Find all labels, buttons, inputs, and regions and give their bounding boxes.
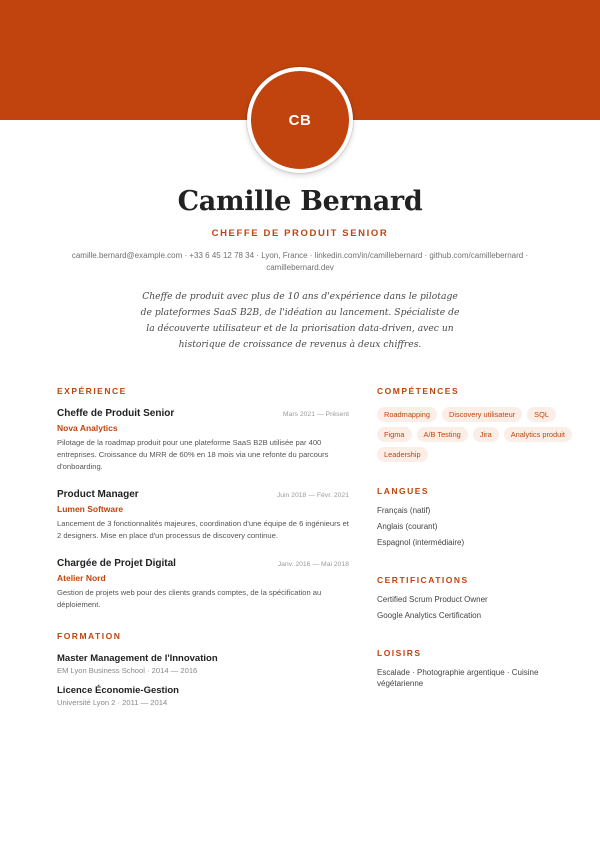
hobbies-heading: LOISIRS [377,648,422,658]
certification-item: Google Analytics Certification [377,611,482,620]
skill-chip: Discovery utilisateur [442,407,522,422]
job-entry [57,408,349,473]
job-entry [57,489,349,542]
education-school: Université Lyon 2 · 2011 — 2014 [57,698,168,707]
education-entry [57,653,349,675]
candidate-name: Camille Bernard [177,186,423,217]
profile-summary: Cheffe de produit avec plus de 10 ans d'expérience dans le pilotage de plateformes SaaS B2B, de l'idéation au lancement. Spécialiste de la découverte utilisateur et de la priorisation data-driven, avec un historique de croissance de revenus à deux chiffres. [140,291,460,350]
job-company: Nova Analytics [57,423,118,433]
job-description: Pilotage de la roadmap produit pour une plateforme SaaS B2B utilisée par 400 entreprises. Croissance du MRR de 60% en 18 mois via une refonte du parcours d'onboarding. [57,438,329,471]
skills-heading: COMPÉTENCES [377,386,460,396]
job-title: Product Manager [57,489,139,500]
skill-chip: Figma [377,427,412,442]
education-entry [57,685,349,707]
skill-chip: Jira [473,427,499,442]
languages-list [377,503,577,551]
education-title: Master Management de l'Innovation [57,653,218,664]
certification-item: Certified Scrum Product Owner [377,595,488,604]
skill-chip: Leadership [377,447,428,462]
job-description: Gestion de projets web pour des clients grands comptes, de la spécification au déploiement. [57,588,322,609]
right-column [377,386,577,689]
language-item: Espagnol (intermédiaire) [377,538,465,547]
job-dates: Janv. 2016 — Mai 2018 [277,561,349,568]
certifications-list [377,592,577,624]
languages-heading: LANGUES [377,486,430,496]
job-dates: Juin 2018 — Févr. 2021 [276,492,349,499]
job-company: Lumen Software [57,504,124,514]
candidate-role: CHEFFE DE PRODUIT SENIOR [211,228,389,239]
language-item: Français (natif) [377,506,431,515]
left-column [57,386,349,707]
hobbies-text: Escalade · Photographie argentique · Cuisine végétarienne [377,668,539,688]
job-title: Chargée de Projet Digital [57,558,176,569]
formation-heading: FORMATION [57,631,122,641]
certifications-heading: CERTIFICATIONS [377,575,469,585]
job-company: Atelier Nord [57,573,106,583]
skill-chip: Roadmapping [377,407,437,422]
avatar-initials: CB [288,111,312,129]
education-school: EM Lyon Business School · 2014 — 2016 [57,666,198,675]
skills-list [377,407,577,462]
job-description: Lancement de 3 fonctionnalités majeures, coordination d'une équipe de 6 ingénieurs et 2 designers. Mise en place d'un processus de discovery continue. [57,519,349,540]
job-dates: Mars 2021 — Présent [282,411,349,418]
skill-chip: A/B Testing [417,427,468,442]
skill-chip: SQL [527,407,556,422]
job-entry [57,558,349,611]
education-title: Licence Économie-Gestion [57,685,179,696]
contact-line: camille.bernard@example.com · +33 6 45 12 78 34 · Lyon, France · linkedin.com/in/camillebernard · github.com/camillebernard · camillebernard.dev [71,251,529,272]
avatar [247,67,353,173]
language-item: Anglais (courant) [377,522,438,531]
skill-chip: Analytics produit [504,427,572,442]
experience-heading: EXPÉRIENCE [57,386,127,396]
job-title: Cheffe de Produit Senior [57,408,175,419]
